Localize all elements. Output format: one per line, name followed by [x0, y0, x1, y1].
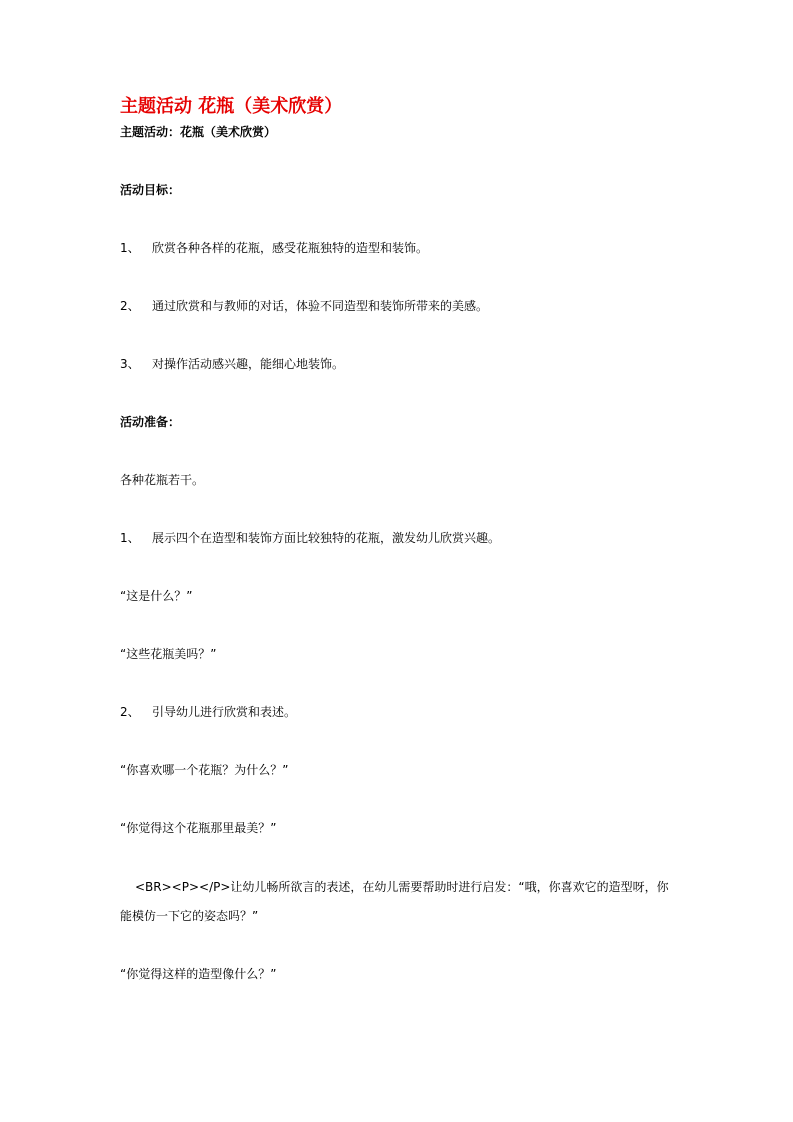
goal-item [120, 355, 344, 373]
step-number: 1、 [120, 531, 140, 545]
step-item [120, 529, 500, 547]
goal-number: 2、 [120, 299, 140, 313]
goal-number: 3、 [120, 357, 140, 371]
quote-line: “这是什么？” [120, 589, 193, 603]
prep-heading: 活动准备： [120, 415, 181, 429]
goal-item [120, 297, 488, 315]
document-title: 主题活动 花瓶（美术欣赏） [120, 96, 343, 117]
document-subtitle: 主题活动：花瓶（美术欣赏） [120, 125, 277, 139]
step-item [120, 703, 296, 721]
step-text: 引导幼儿进行欣赏和表述。 [152, 705, 297, 719]
goal-text: 通过欣赏和与教师的对话，体验不同造型和装饰所带来的美感。 [152, 299, 489, 313]
quote-line: “你觉得这样的造型像什么？” [120, 967, 277, 981]
goal-item [120, 239, 428, 257]
goals-heading: 活动目标： [120, 183, 181, 197]
step-text: 展示四个在造型和装饰方面比较独特的花瓶，激发幼儿欣赏兴趣。 [152, 531, 501, 545]
quote-line: “这些花瓶美吗？” [120, 647, 217, 661]
step-number: 2、 [120, 705, 140, 719]
goal-number: 1、 [120, 241, 140, 255]
prep-text: 各种花瓶若干。 [120, 473, 205, 487]
goal-text: 对操作活动感兴趣，能细心地装饰。 [152, 357, 345, 371]
quote-line: “你觉得这个花瓶那里最美？” [120, 821, 277, 835]
guidance-paragraph: <BR><P></P>让幼儿畅所欲言的表述，在幼儿需要帮助时进行启发：“哦，你喜欢它的造型呀，你能模仿一下它的姿态吗？” [120, 880, 669, 923]
goal-text: 欣赏各种各样的花瓶，感受花瓶独特的造型和装饰。 [152, 241, 429, 255]
quote-line: “你喜欢哪一个花瓶？为什么？” [120, 763, 289, 777]
